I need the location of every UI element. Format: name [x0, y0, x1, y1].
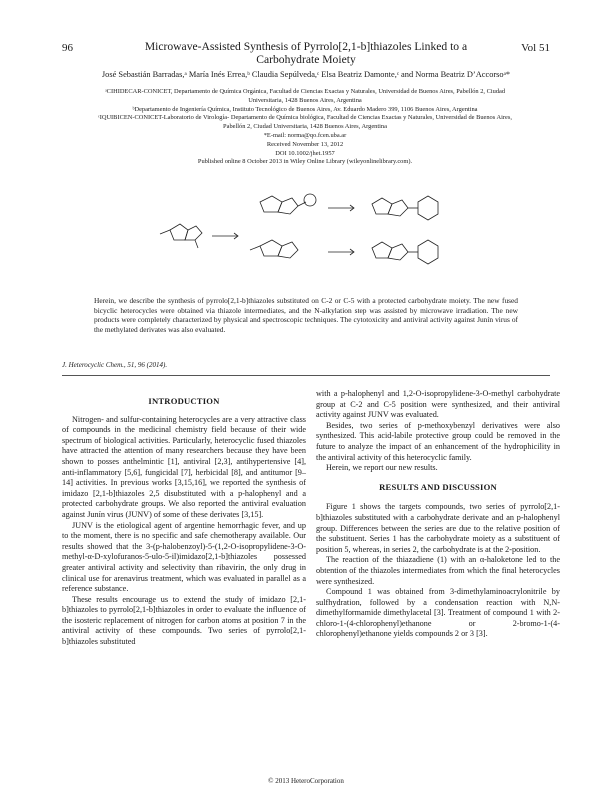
doi: DOI 10.1002/jhet.1957	[275, 149, 335, 157]
results-heading: RESULTS AND DISCUSSION	[379, 481, 497, 492]
journal-citation: J. Heterocyclic Chem., 51, 96 (2014).	[62, 361, 168, 369]
affiliation-b: ᵇDepartamento de Ingeniería Química, Instituto Tecnológico de Buenos Aires, Av. Eduardo Madero 399, 1106 Buenos Aires, Argentina	[132, 105, 478, 113]
affiliations	[95, 88, 515, 167]
title-line-2: Carbohydrate Moiety	[256, 53, 356, 66]
affiliation-a: ᵃCIHIDECAR-CONICET, Departamento de Química Orgánica, Facultad de Ciencias Exactas y Naturales, Universidad de Buenos Aires, Pabellón 2, Ciudad Universitaria, 1428 Buenos Aires, Argentina	[104, 88, 506, 104]
intro-continued-1: with a p-halophenyl and 1,2-O-isopropylidene-3-O-methyl carbohydrate group at C-2 and C-5 position were synthesized, and their antiviral activity against JUNV was evaluated.	[316, 389, 560, 420]
affiliation-c: ᶜIQUIBICEN-CONICET-Laboratorio de Virología- Departamento de Química biológica, Facultad de Ciencias Exactas y Naturales, Universidad de Buenos Aires, Pabellón 2, Ciudad Universitaria, 1428 Buenos Aires, Argentina	[98, 114, 512, 131]
intro-paragraph-1: Nitrogen- and sulfur-containing heterocycles are a very attractive class of compounds in the medicinal chemistry field because of their wide spectrum of biological activities. Particularly, heterocyclic fused thiazoles have attracted the attention of many researchers because they have been shown to posses anthelmintic [1], antiviral [2,3], antihypertensive [4], anti-inflammatory [5,6], fungicidal [7], herbicidal [8], and antitumor [9–14] activities. In previous works [3,15,16], we reported the synthesis of imidazo [2,1-b]thiazoles 2,5 disubstituted with a p-halophenyl and a protected carbohydrate groups. We also reported the antiviral evaluation against Junín virus (JUNV) of some of these derivates [3,15].	[62, 414, 306, 519]
left-column	[62, 394, 306, 648]
introduction-heading: INTRODUCTION	[148, 396, 220, 406]
volume-label: Vol 51	[521, 42, 550, 54]
page-number: 96	[62, 42, 73, 54]
right-column	[316, 389, 560, 640]
results-paragraph-3: Compound 1 was obtained from 3-dimethylaminoacrylonitrile by sulfhydration, followed by a condensation reaction with N,N-dimethylformamide dimethylacetal [3]. Treatment of compound 1 with 2-chloro-1-(4-chlorophenyl)ethanone or 2-bromo-1-(4-chlorophenyl)ethanone yields compounds 2 or 3 [3].	[316, 587, 560, 639]
left-ring	[170, 224, 188, 240]
intro-paragraph-3: These results encourage us to extend the study of imidazo [2,1-b]thiazoles to pyrrolo[2,1-b]thiazoles in order to evaluate the influence of the isosteric replacement of nitrogen for carbon atoms at position 7 in the antiviral activity of these compounds. Two series of pyrrolo[2,1-b]thiazoles substituted	[62, 594, 306, 647]
results-paragraph-1: Figure 1 shows the targets compounds, two series of pyrrolo[2,1-b]thiazoles substituted with a carbohydrate derivate and an p-halophenyl group. Differences between the series are due to the relative position of the substituent. Series 1 has the carbohydrate moiety as a substituent of position 5, whereas, in series 2, the carbohydrate is at the 2-position.	[316, 502, 560, 554]
results-paragraph-2: The reaction of the thiazadiene (1) with an α-haloketone led to the obtention of the thiazoles intermediates from which the final heterocycles were synthesized.	[316, 555, 560, 586]
abstract: Herein, we describe the synthesis of pyrrolo[2,1-b]thiazoles substituted on C-2 or C-5 with a protected carbohydrate moiety. The new fused bicyclic heterocycles were obtained via thiazole intermediates, and the N-alkylation step was assisted by microwave irradiation. The new products were completely characterized by physical and spectroscopic techniques. The cytotoxicity and antiviral activity against Junín virus of the methylated derivates was also evaluated.	[94, 296, 518, 334]
intro-paragraph-2: JUNV is the etiological agent of argentine hemorrhagic fever, and up to the moment, there is no specific and safe chemotherapy available. Our results showed that the 3-(p-halobenzoyl)-5-(1,2-O-isopropylidene-3-O-methyl-α-D-xylofuranos-5-ulo-5-il)imidazo[2,1-b]thiazoles possessed greater antiviral activity and selectivity than ribavirin, the only drug in clinical use for arenavirus treatment, which was evaluated in parallel as a reference substance.	[62, 520, 306, 594]
corresponding-email: *E-mail: norma@qo.fcen.uba.ar	[263, 131, 347, 139]
article-title	[120, 40, 492, 66]
copyright-footer: © 2013 HeteroCorporation	[268, 777, 344, 785]
graphical-abstract-scheme	[150, 188, 470, 278]
author-list: José Sebastián Barradas,ᵃ María Inés Errea,ᵇ Claudia Sepúlveda,ᶜ Elsa Beatriz Damonte,ᶜ and Norma Beatriz D’Accorsoᵃ*	[101, 70, 511, 79]
intro-continued-3: Herein, we report our new results.	[326, 463, 438, 473]
received-date: Received November 13, 2012	[266, 140, 344, 148]
intro-continued-2: Besides, two series of p-methoxybenzyl derivatives were also synthesized. This acid-labile protective group could be removed in the future to analyze the impact of an enhancement of the hydrophicility in the antiviral activity of this heterocyclic family.	[316, 420, 560, 462]
section-divider	[62, 375, 550, 376]
title-line-1: Microwave-Assisted Synthesis of Pyrrolo[2,1-b]thiazoles Linked to a	[144, 40, 468, 53]
published-online: Published online 8 October 2013 in Wiley Online Library (wileyonlinelibrary.com).	[197, 158, 413, 166]
